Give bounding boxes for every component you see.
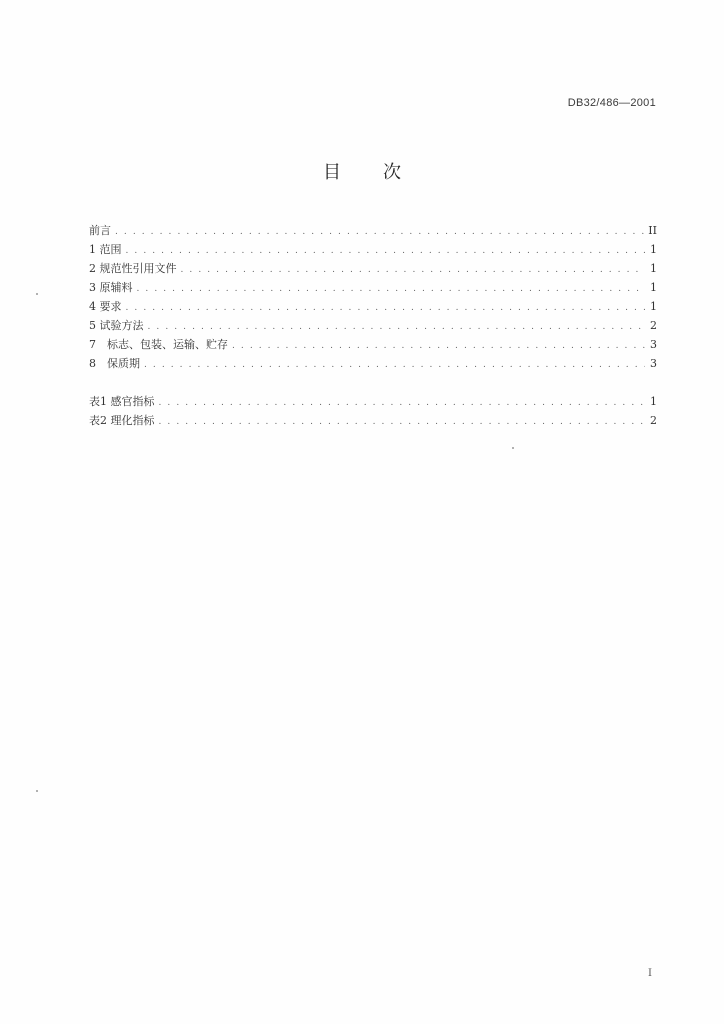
toc-entry-label: 4 要求: [89, 300, 122, 313]
dot-leader: [126, 246, 646, 256]
toc-entry-scope[interactable]: [89, 241, 657, 260]
toc-entry-test-methods[interactable]: [89, 317, 657, 336]
toc-entry-label: 8 保质期: [89, 357, 140, 370]
table-entry-page: 2: [650, 414, 657, 427]
toc-entry-label: 前言: [89, 224, 111, 237]
toc-entry-page: 3: [650, 338, 657, 351]
dot-leader: [115, 227, 644, 237]
toc-entry-raw-materials[interactable]: [89, 279, 657, 298]
toc-entry-page: 1: [650, 243, 657, 256]
table-of-contents: [89, 222, 657, 374]
toc-entry-label: 2 规范性引用文件: [89, 262, 177, 275]
toc-entry-label: 3 原辅料: [89, 281, 133, 294]
dot-leader: [159, 398, 646, 408]
document-code: DB32/486—2001: [567, 97, 656, 109]
toc-entry-page: 1: [650, 300, 657, 313]
toc-entry-page: 1: [650, 281, 657, 294]
table-entry-label: 表1 感官指标: [89, 395, 155, 408]
toc-entry-foreword[interactable]: [89, 222, 657, 241]
dot-leader: [137, 284, 646, 294]
dot-leader: [232, 341, 645, 351]
toc-entry-shelf-life[interactable]: [89, 355, 657, 374]
dot-leader: [159, 417, 646, 427]
toc-entry-label: 1 范围: [89, 243, 122, 256]
toc-entry-normative-references[interactable]: [89, 260, 657, 279]
dot-leader: [144, 360, 645, 370]
list-of-tables: [89, 393, 657, 431]
scan-speck: [512, 447, 514, 449]
scan-speck: [36, 293, 38, 295]
dot-leader: [148, 322, 646, 332]
dot-leader: [126, 303, 646, 313]
toc-entry-page: 3: [650, 357, 657, 370]
toc-entry-page: II: [648, 224, 657, 237]
page-title: [0, 158, 724, 184]
table-entry-page: 1: [650, 395, 657, 408]
scan-speck: [36, 790, 38, 792]
toc-entry-label: 7 标志、包装、运输、贮存: [89, 338, 228, 351]
table-entry-label: 表2 理化指标: [89, 414, 155, 427]
toc-entry-page: 1: [650, 262, 657, 275]
table-entry-sensory[interactable]: [89, 393, 657, 412]
toc-entry-requirements[interactable]: [89, 298, 657, 317]
title-char-1: 目: [323, 162, 341, 183]
table-entry-physicochemical[interactable]: [89, 412, 657, 431]
page-number: I: [648, 968, 652, 979]
toc-entry-page: 2: [650, 319, 657, 332]
toc-entry-label: 5 试验方法: [89, 319, 144, 332]
toc-entry-marking-packaging[interactable]: [89, 336, 657, 355]
dot-leader: [181, 265, 646, 275]
title-char-2: 次: [383, 162, 401, 183]
